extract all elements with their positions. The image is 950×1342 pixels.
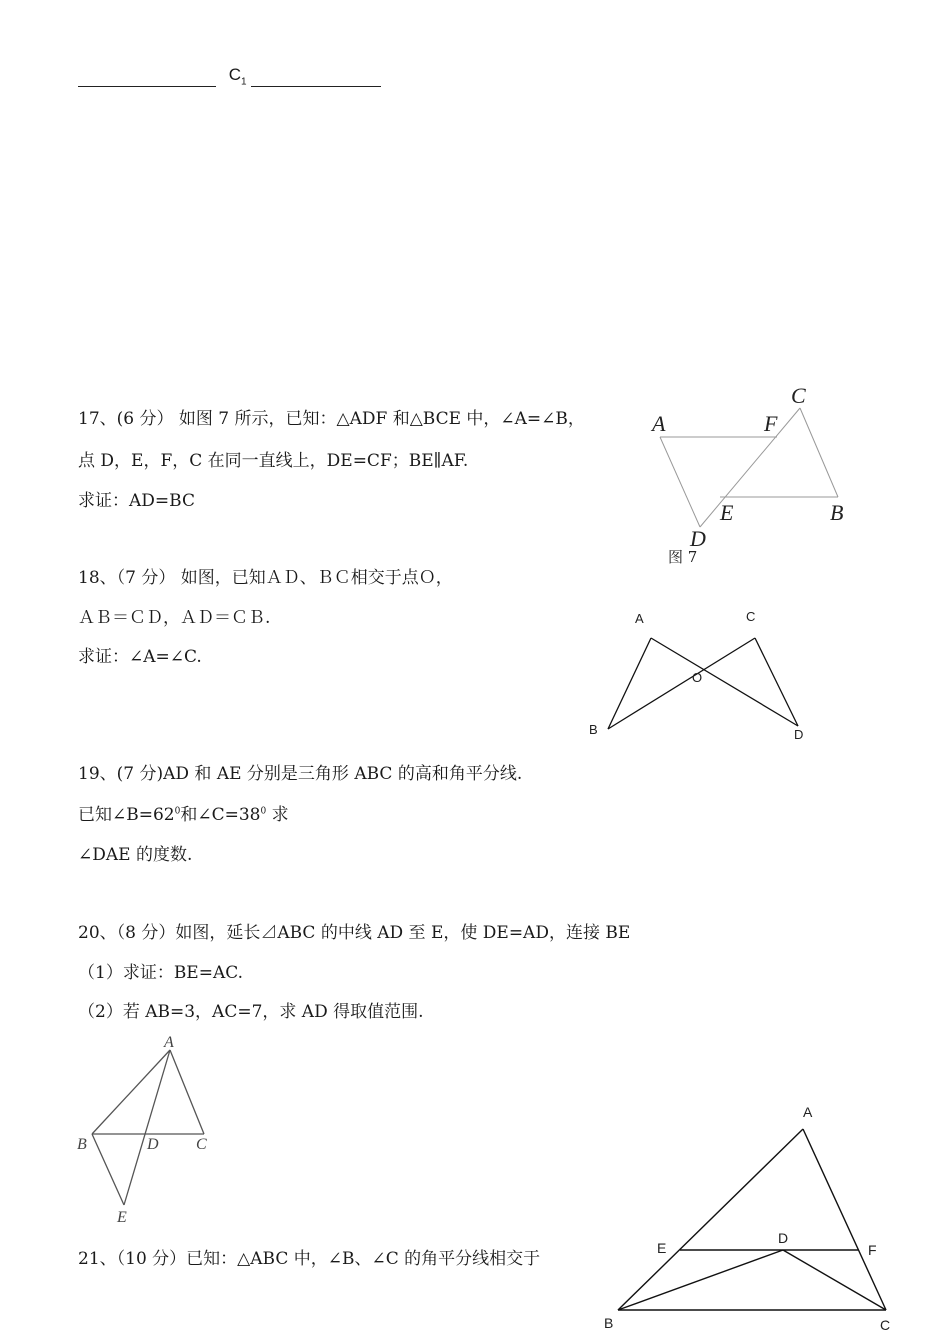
fig7-label-C: C: [791, 383, 806, 408]
q20-line2: （1）求证：BE=AC.: [78, 963, 244, 983]
figure-q21: [618, 1129, 886, 1310]
fig7-label-B: B: [830, 500, 844, 525]
q20-segment-AC: [170, 1050, 204, 1134]
top-label-subscript: 1: [241, 76, 247, 88]
q18-label-D: D: [794, 727, 804, 742]
fig7-segment-AD: [660, 437, 700, 527]
figure-q20: [92, 1050, 204, 1205]
q20-line3: （2）若 AB=3，AC=7，求 AD 得取值范围.: [78, 1002, 424, 1022]
q21-segment-AC: [803, 1129, 886, 1310]
q19-line3: ∠DAE 的度数.: [78, 845, 193, 865]
q20-segment-AE: [124, 1050, 170, 1205]
q21-segment-DC: [783, 1250, 886, 1310]
q18-line3: 求证：∠A=∠C.: [78, 647, 202, 667]
q18-label-C: C: [746, 609, 756, 624]
q20-label-A: A: [164, 1034, 174, 1051]
fig7-label-A: A: [652, 411, 666, 436]
q19-line2-mid: 和∠C=38: [180, 805, 261, 825]
q17-line3: 求证：AD=BC: [78, 491, 195, 511]
q19-degree-2: 0: [260, 806, 267, 817]
q20-label-D: D: [147, 1136, 159, 1153]
q18-label-B: B: [589, 722, 598, 737]
figure-7: [660, 408, 838, 527]
q19-line2-post: 求: [266, 805, 289, 825]
top-label: C: [228, 65, 242, 84]
q21-label-A: A: [803, 1104, 813, 1120]
q20-label-B: B: [77, 1136, 87, 1153]
q18-line2: ＡＢ＝ＣＤ，ＡＤ＝ＣＢ.: [78, 608, 271, 628]
q21-label-E: E: [657, 1240, 667, 1256]
q21-label-C: C: [880, 1317, 891, 1333]
q20-line1: 20、（8 分）如图，延长⊿ABC 的中线 AD 至 E，使 DE=AD，连接 BE: [78, 923, 631, 943]
figure-q18: [608, 638, 798, 729]
q19-degree-1: 0: [174, 806, 181, 817]
fig7-label-F: F: [764, 411, 778, 436]
fig7-caption: 图 7: [668, 548, 698, 566]
q20-segment-BE: [92, 1134, 124, 1205]
q19-line1: 19、(7 分)AD 和 AE 分别是三角形 ABC 的高和角平分线.: [78, 764, 523, 784]
fig7-label-D: D: [690, 526, 706, 551]
q20-segment-AB: [92, 1050, 170, 1134]
q17-line2: 点 D，E，F，C 在同一直线上，DE=CF；BE∥AF.: [78, 451, 469, 471]
fig7-label-E: E: [720, 500, 734, 525]
fig7-segment-CB: [800, 408, 838, 497]
q21-label-F: F: [868, 1242, 877, 1258]
q21-label-D: D: [778, 1230, 789, 1246]
fig7-segment-DC: [700, 408, 800, 527]
q21-label-B: B: [604, 1315, 614, 1331]
q18-label-O: O: [692, 670, 703, 685]
q19-line2-pre: 已知∠B=62: [78, 805, 175, 825]
q18-label-A: A: [635, 611, 644, 626]
q20-label-C: C: [196, 1136, 207, 1153]
q21-segment-BD: [618, 1250, 783, 1310]
q20-label-E: E: [117, 1209, 127, 1226]
q18-line1: 18、（7 分） 如图，已知ＡＤ、ＢＣ相交于点Ｏ，: [78, 568, 453, 588]
q21-segment-AB: [618, 1129, 803, 1310]
q21-line1: 21、（10 分）已知：△ABC 中，∠B、∠C 的角平分线相交于: [78, 1249, 541, 1269]
q17-line1: 17、(6 分） 如图 7 所示，已知：△ADF 和△BCE 中，∠A=∠B，: [78, 409, 585, 429]
